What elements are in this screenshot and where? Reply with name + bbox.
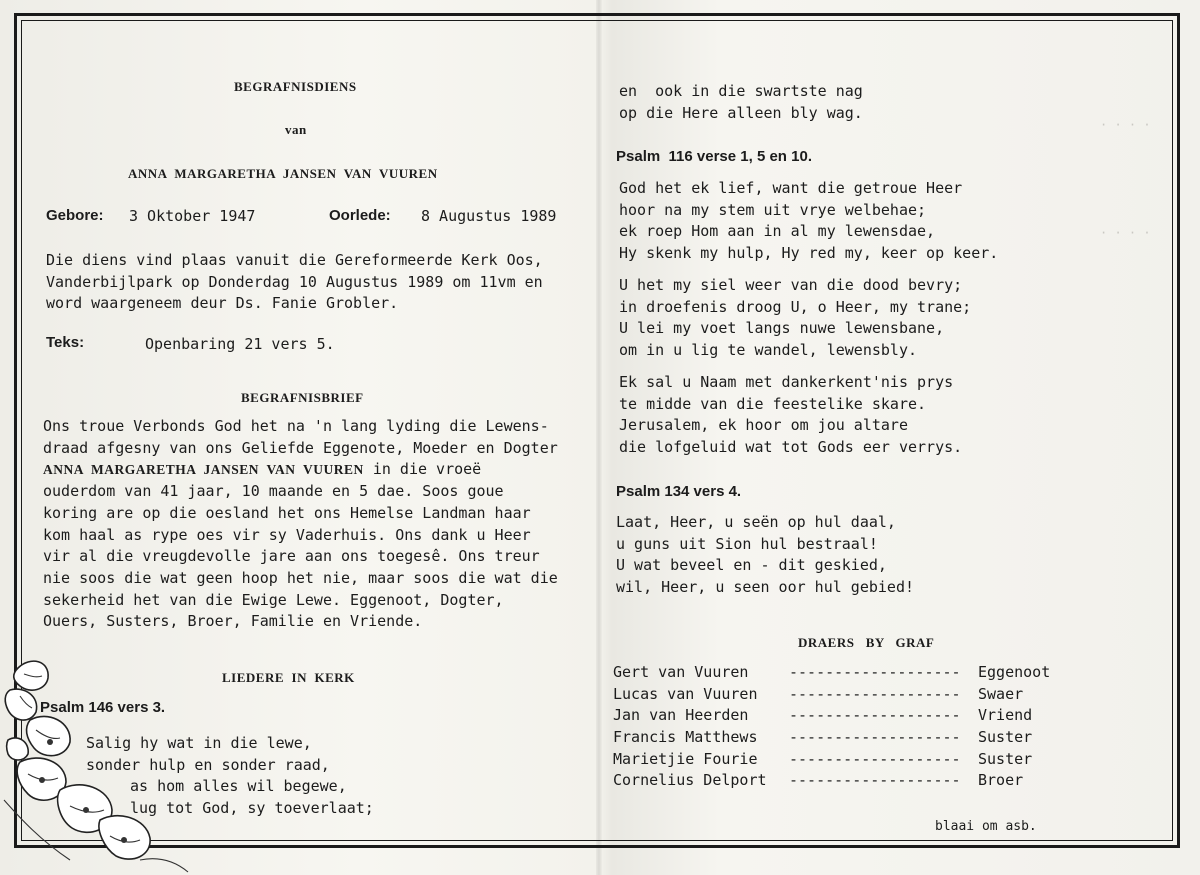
letter-line: Ons troue Verbonds God het na 'n lang lyding die Lewens- xyxy=(43,417,549,435)
verse-line: Salig hy wat in die lewe, xyxy=(86,734,312,752)
verse-line: in droefenis droog U, o Heer, my trane; xyxy=(619,297,972,316)
died-date: 8 Augustus 1989 xyxy=(421,207,557,225)
verse-line: God het ek lief, want die getroue Heer xyxy=(619,179,963,197)
letter-line xyxy=(43,459,558,481)
verse-line: op die Here alleen bly wag. xyxy=(619,103,863,122)
letter-line: sekerheid het van die Ewige Lewe. Eggenoot, Dogter, xyxy=(43,590,504,609)
service-line: Die diens vind plaas vanuit die Gereformeerde Kerk Oos, xyxy=(46,251,543,269)
born-label: Gebore: xyxy=(46,207,104,224)
bearer-name: Marietjie Fourie xyxy=(613,749,758,768)
bearer-dashes: ------------------- xyxy=(789,771,961,790)
text-label: Teks: xyxy=(46,334,85,351)
bearer-row xyxy=(613,662,1063,684)
bearer-name: Lucas van Vuuren xyxy=(613,684,758,703)
letter-line: draad afgesny van ons Geliefde Eggenote, Moeder en Dogter xyxy=(43,438,558,457)
bearer-dashes: ------------------- xyxy=(789,663,961,681)
letter-name: ANNA MARGARETHA JANSEN VAN VUUREN xyxy=(43,462,364,478)
bearer-dashes: ------------------- xyxy=(789,684,961,703)
funeral-letter xyxy=(43,416,558,633)
deceased-name: ANNA MARGARETHA JANSEN VAN VUUREN xyxy=(128,166,438,181)
letter-line: Ouers, Susters, Broer, Familie en Vriende. xyxy=(43,612,423,631)
bearer-role: Suster xyxy=(978,728,1033,747)
verse-line: om in u lig te wandel, lewensbly. xyxy=(619,341,918,360)
verse-line: Laat, Heer, u seën op hul daal, xyxy=(616,513,896,531)
letter-line: vir al die vreugdevolle jare aan ons toegesê. Ons treur xyxy=(43,547,540,566)
bearer-dashes: ------------------- xyxy=(789,728,961,747)
bearer-role: Broer xyxy=(978,771,1024,790)
verse-line: hoor na my stem uit vrye welbehae; xyxy=(619,200,927,219)
verse-line: en ook in die swartste nag xyxy=(619,82,863,100)
bearer-name: Cornelius Delport xyxy=(613,771,767,790)
bearer-dashes: ------------------- xyxy=(789,749,961,768)
letter-line: kom haal as rype oes vir sy Vaderhuis. Ons dank u Heer xyxy=(43,525,531,544)
service-line: Vanderbijlpark op Donderdag 10 Augustus 1989 om 11vm en xyxy=(46,272,543,291)
bearer-row xyxy=(613,705,1063,727)
letter-line: nie soos die wat geen hoop het nie, maar soos die wat die xyxy=(43,568,558,587)
bearers-title: DRAERS BY GRAF xyxy=(798,635,935,650)
bearer-row xyxy=(613,770,1063,792)
text-reference: Openbaring 21 vers 5. xyxy=(145,335,335,353)
psalm-116-stanza-3 xyxy=(619,372,962,459)
verse-line: U het my siel weer van die dood bevry; xyxy=(619,276,963,294)
born-date: 3 Oktober 1947 xyxy=(129,207,256,225)
bearer-name: Jan van Heerden xyxy=(613,706,749,725)
bearers-list xyxy=(613,662,1063,792)
service-title: BEGRAFNISDIENS xyxy=(234,79,357,94)
letter-line-rest: in die vroeë xyxy=(363,460,482,479)
turn-page-note: blaai om asb. xyxy=(935,819,1037,834)
verse-line: U wat beveel en - dit geskied, xyxy=(616,556,887,575)
psalm-146-continuation xyxy=(619,81,863,124)
letter-line: ouderdom van 41 jaar, 10 maande en 5 dae. Soos goue xyxy=(43,482,504,501)
bearer-name: Francis Matthews xyxy=(613,728,758,747)
show-through-text: · · · · xyxy=(1100,226,1151,240)
letter-title: BEGRAFNISBRIEF xyxy=(241,390,364,405)
bearer-row xyxy=(613,684,1063,706)
songs-title: LIEDERE IN KERK xyxy=(222,670,355,685)
bearer-role: Swaer xyxy=(978,684,1024,703)
verse-line: te midde van die feestelike skare. xyxy=(619,394,927,413)
psalm-146-heading: Psalm 146 vers 3. xyxy=(40,699,166,716)
verse-line: as hom alles wil begewe, xyxy=(130,777,347,796)
service-details xyxy=(46,250,543,315)
bearer-row xyxy=(613,749,1063,771)
verse-line: lug tot God, sy toeverlaat; xyxy=(130,799,374,818)
bearer-role: Suster xyxy=(978,749,1033,768)
verse-line: U lei my voet langs nuwe lewensbane, xyxy=(619,319,945,338)
bearer-role: Vriend xyxy=(978,706,1033,725)
verse-line: sonder hulp en sonder raad, xyxy=(86,755,330,774)
verse-line: u guns uit Sion hul bestraal! xyxy=(616,534,878,553)
bearer-role: Eggenoot xyxy=(978,663,1051,681)
psalm-116-heading: Psalm 116 verse 1, 5 en 10. xyxy=(616,148,812,165)
psalm-116-stanza-2 xyxy=(619,275,971,362)
letter-line: koring are op die oesland het ons Hemelse Landman haar xyxy=(43,503,531,522)
verse-line: Ek sal u Naam met dankerkent'nis prys xyxy=(619,373,954,391)
verse-line: Jerusalem, ek hoor om jou altare xyxy=(619,416,908,435)
bearer-name: Gert van Vuuren xyxy=(613,663,749,681)
died-label: Oorlede: xyxy=(329,207,391,224)
psalm-134-heading: Psalm 134 vers 4. xyxy=(616,483,742,500)
service-line: word waargeneem deur Ds. Fanie Grobler. xyxy=(46,294,399,313)
verse-line: Hy skenk my hulp, Hy red my, keer op keer. xyxy=(619,244,999,263)
verse-line: ek roep Hom aan in al my lewensdae, xyxy=(619,222,936,241)
psalm-116-stanza-1 xyxy=(619,178,998,265)
psalm-134-verse xyxy=(616,512,914,599)
flower-decoration-icon xyxy=(0,650,190,875)
bearer-row xyxy=(613,727,1063,749)
van-label: van xyxy=(285,122,307,137)
verse-line: wil, Heer, u seen oor hul gebied! xyxy=(616,578,915,597)
bearer-dashes: ------------------- xyxy=(789,706,961,725)
show-through-text: · · · · xyxy=(1100,118,1151,132)
verse-line: die lofgeluid wat tot Gods eer verrys. xyxy=(619,438,963,457)
